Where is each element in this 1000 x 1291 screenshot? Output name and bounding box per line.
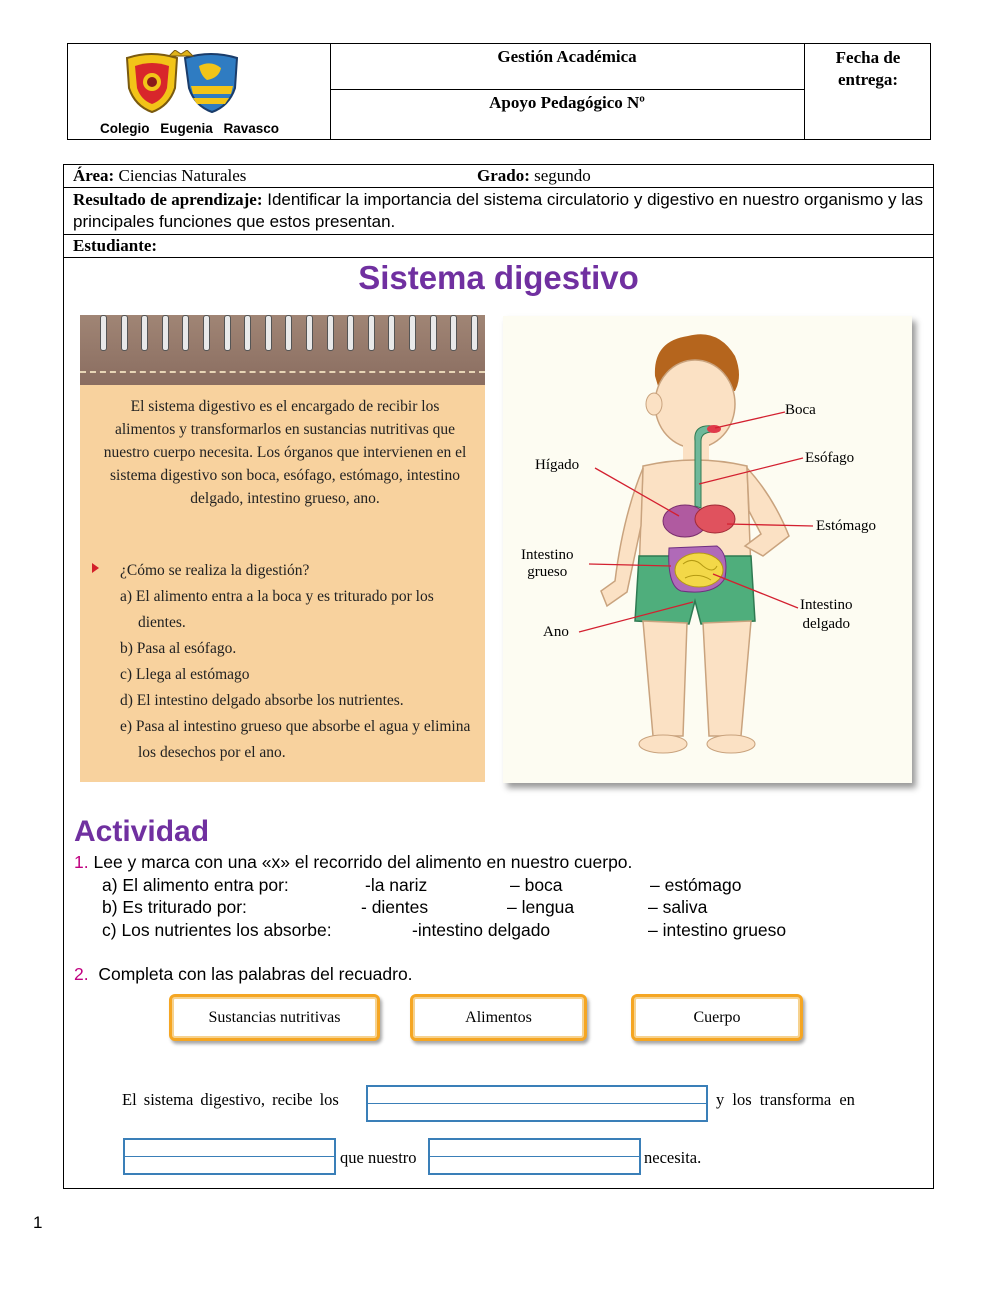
spiral-ring-icon [327, 315, 334, 351]
sentence-part-1: El sistema digestivo, recibe los [122, 1090, 339, 1109]
step-item: e) Pasa al intestino grueso que absorbe el agua y elimina los desechos por el ano. [120, 718, 471, 761]
question-2 [74, 964, 413, 985]
spiral-ring-icon [224, 315, 231, 351]
spiral-ring-icon [141, 315, 148, 351]
spiral-ring-icon [121, 315, 128, 351]
logo-cell [68, 44, 331, 139]
spiral-ring-icon [430, 315, 437, 351]
label-higado: Hígado [535, 457, 580, 473]
step-item: a) El alimento entra a la boca y es triturado por los dientes. [120, 588, 434, 631]
word-alimentos: Alimentos [465, 1008, 532, 1026]
fecha-label-1: Fecha de [835, 48, 901, 67]
step-item: d) El intestino delgado absorbe los nutrientes. [120, 692, 404, 709]
steps-list [102, 584, 480, 766]
spiral-ring-icon [244, 315, 251, 351]
header-table [67, 43, 931, 140]
label-estomago: Estómago [816, 518, 876, 534]
notebook-intro: El sistema digestivo es el encargado de recibir los alimentos y transformarlos en sustancias nutritivas que nuestro cuerpo necesita. Los órganos que intervienen en el sistema digestivo son boca, esófago, estómago, intestino delgado, intestino grueso, ano. [103, 398, 467, 507]
page-title: Sistema digestivo [358, 259, 639, 296]
school-crest-icon [121, 50, 243, 114]
q1c-option-1[interactable]: -intestino delgado [412, 920, 551, 940]
q1-number: 1. [74, 852, 89, 872]
q1b-option-3[interactable]: – saliva [648, 897, 708, 917]
blank-input-1[interactable] [366, 1085, 708, 1122]
area-label: Área: [73, 166, 115, 185]
word-box-cuerpo[interactable] [631, 994, 803, 1041]
q1c-prompt: c) Los nutrientes los absorbe: [102, 920, 332, 940]
step-item: c) Llega al estómago [120, 666, 250, 683]
spiral-ring-icon [347, 315, 354, 351]
word-box-alimentos[interactable] [410, 994, 587, 1041]
spiral-ring-icon [162, 315, 169, 351]
estudiante-label: Estudiante: [73, 236, 158, 255]
spiral-ring-icon [471, 315, 478, 351]
blank-input-2[interactable] [123, 1138, 336, 1175]
estudiante-row [64, 235, 933, 258]
spiral-ring-icon [450, 315, 457, 351]
spiral-ring-icon [182, 315, 189, 351]
spiral-binding [80, 315, 485, 385]
header-middle [330, 44, 805, 139]
sentence-part-2: y los transforma en [716, 1090, 855, 1109]
bullet-icon [92, 563, 99, 573]
q2-number: 2. [74, 964, 89, 984]
word-cuerpo: Cuerpo [693, 1008, 741, 1026]
spiral-ring-icon [388, 315, 395, 351]
blank-input-3[interactable] [428, 1138, 641, 1175]
label-intestino-grueso [521, 547, 574, 581]
q2-text: Completa con las palabras del recuadro. [98, 964, 413, 984]
digestive-figure [503, 316, 912, 783]
sentence-part-4: necesita. [644, 1148, 702, 1167]
delivery-date-cell [805, 44, 931, 139]
digestion-question [102, 558, 480, 766]
q1-text: Lee y marca con una «x» el recorrido del alimento en nuestro cuerpo. [93, 852, 633, 872]
question-title: ¿Cómo se realiza la digestión? [120, 562, 310, 579]
spiral-ring-icon [306, 315, 313, 351]
fecha-label-2: entrega: [837, 70, 899, 89]
grado-value: segundo [534, 166, 591, 185]
grado-label: Grado: [477, 166, 530, 185]
q1b-prompt: b) Es triturado por: [102, 897, 247, 917]
sentence-part-3: que nuestro [340, 1148, 417, 1167]
label-delgado-2: delgado [802, 616, 850, 632]
resultado-value: Identificar la importancia del sistema circulatorio y digestivo en nuestro organismo y las principales funciones que estos presentan. [73, 190, 923, 231]
q1a-option-1[interactable]: -la nariz [365, 875, 428, 895]
q1a-option-3[interactable]: – estómago [650, 875, 742, 895]
spiral-ring-icon [265, 315, 272, 351]
q1b-option-2[interactable]: – lengua [507, 897, 575, 917]
label-grueso-2: grueso [527, 564, 568, 580]
label-ano: Ano [543, 624, 569, 640]
step-item: b) Pasa al esófago. [120, 640, 237, 657]
gestion-title: Gestión Académica [330, 44, 804, 90]
spiral-ring-icon [203, 315, 210, 351]
spiral-ring-icon [409, 315, 416, 351]
word-sustancias: Sustancias nutritivas [208, 1008, 341, 1026]
q1a-option-2[interactable]: – boca [510, 875, 563, 895]
spiral-ring-icon [285, 315, 292, 351]
label-delgado-1: Intestino [800, 597, 853, 613]
q1b-option-1[interactable]: - dientes [361, 897, 429, 917]
label-esofago: Esófago [805, 450, 855, 466]
q1c-option-3[interactable]: – intestino grueso [648, 920, 787, 940]
activity-title: Actividad [74, 815, 210, 848]
resultado-label: Resultado de aprendizaje: [73, 190, 263, 209]
spiral-ring-icon [368, 315, 375, 351]
page-number: 1 [33, 1213, 43, 1232]
question-1 [74, 852, 632, 873]
label-intestino-delgado [800, 596, 853, 634]
notebook-panel [80, 315, 485, 782]
area-row [64, 165, 933, 188]
apoyo-title: Apoyo Pedagógico Nº [489, 93, 645, 112]
resultado-row [64, 188, 933, 235]
label-grueso-1: Intestino [521, 547, 574, 563]
spiral-ring-icon [100, 315, 107, 351]
q1a-prompt: a) El alimento entra por: [102, 875, 289, 895]
school-name: Colegio Eugenia Ravasco [100, 121, 280, 136]
area-value: Ciencias Naturales [118, 166, 247, 185]
word-box-sustancias[interactable] [169, 994, 380, 1041]
label-boca: Boca [785, 402, 816, 418]
